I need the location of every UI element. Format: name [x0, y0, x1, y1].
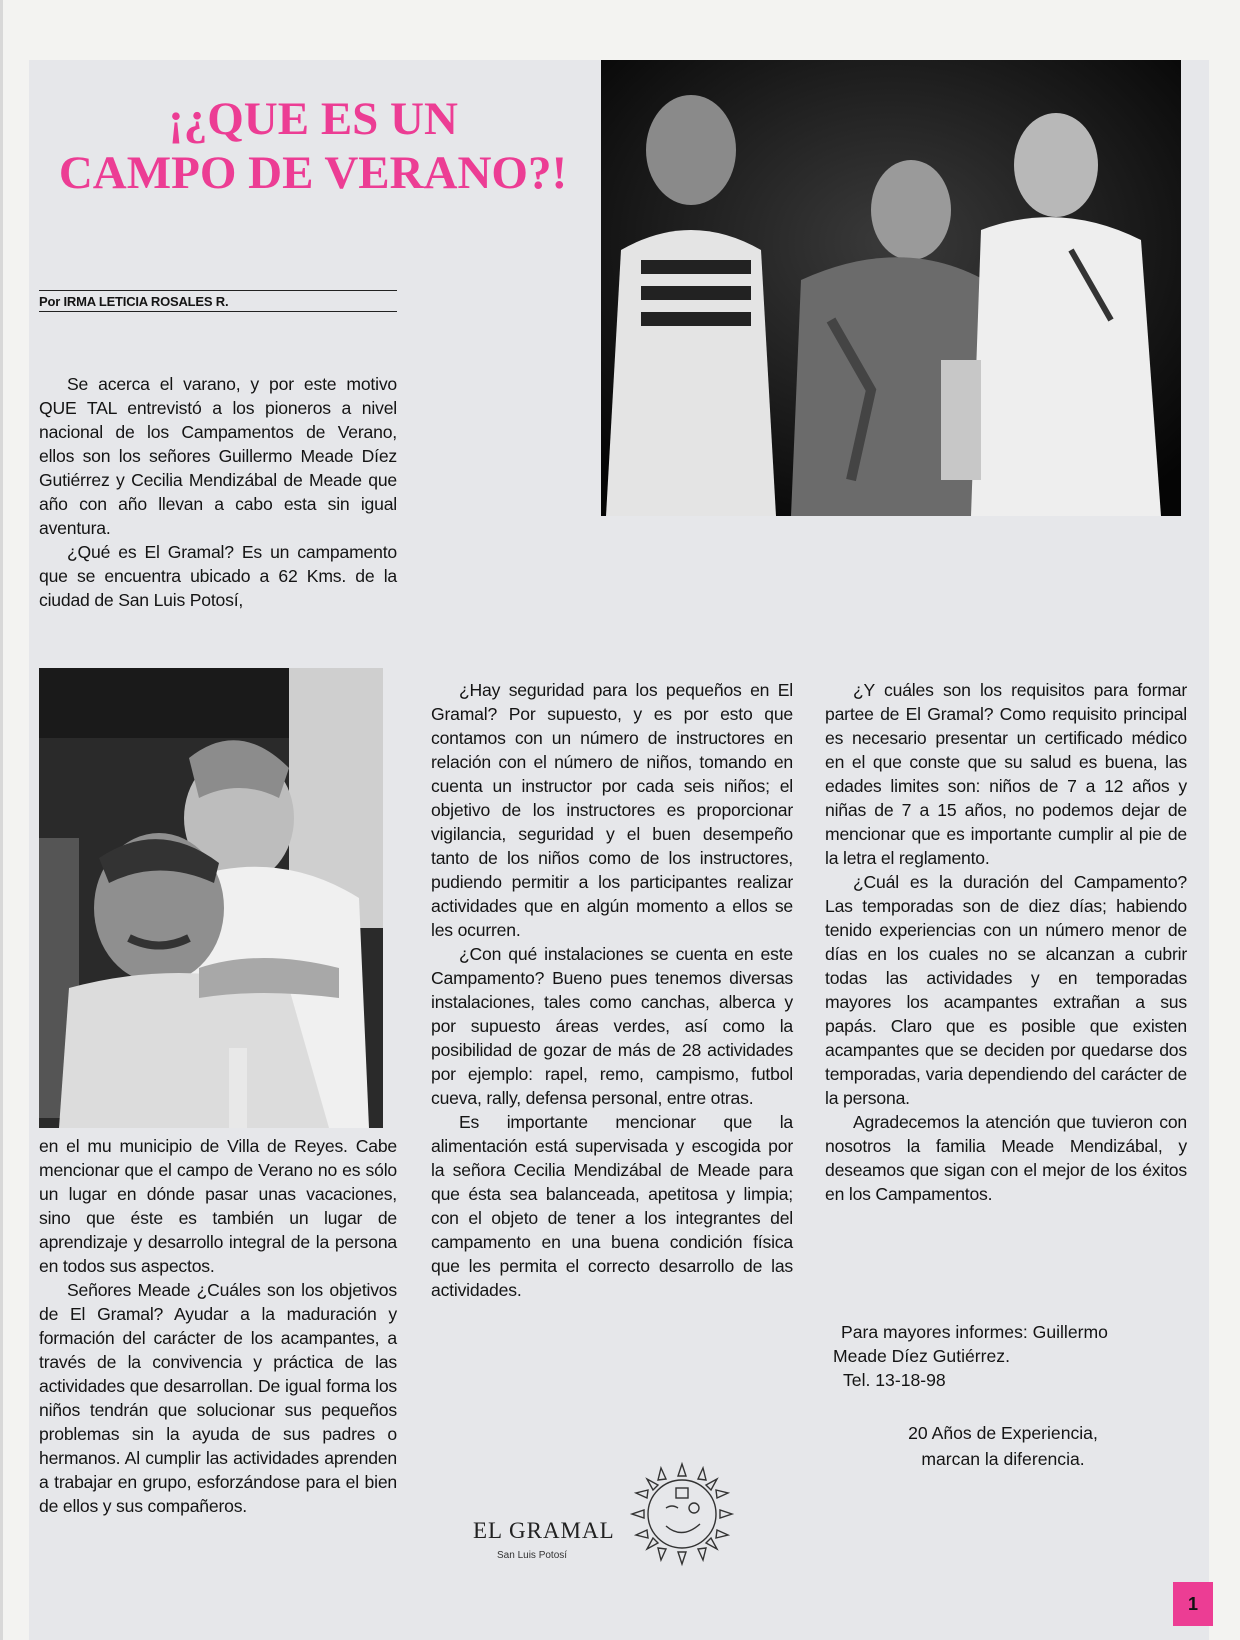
column-1-bottom — [39, 1134, 397, 1518]
paragraph: ¿Hay seguridad para los pequeños en El Gramal? Por supuesto, y es por esto que contamos con un número de instructores en relación con el número de niños, tomando en cuenta un instructor por cada seis niños; el objetivo de los instructores es proporcionar vigilancia, seguridad y el buen desempeño tanto de los niños como de los instructores, pudiendo permitir a los participantes realizar actividades que en algún momento a ellos se les ocurren. — [431, 680, 793, 940]
paragraph: Es importante mencionar que la alimentación está supervisada y escogida por la señora Cecilia Mendizábal de Meade para que ésta sea balanceada, apetitosa y limpia; con el objeto de tener a los integrantes del campamento en una buena condición física que les permita el correcto desarrollo de las actividades. — [431, 1112, 793, 1300]
slogan-line-1: 20 Años de Experiencia, — [908, 1423, 1098, 1443]
paragraph: ¿Cuál es la duración del Campamento? Las temporadas son de diez días; habiendo tenido experiencias con un número menor de días en los cuales no se alcanzan a cubrir todas las actividades y en temporadas mayores los acampantes extrañan a sus papás. Claro que es posible que existen acampantes que se deciden por quedarse dos temporadas, varia dependiendo del carácter de la persona. — [825, 872, 1187, 1108]
paragraph-continuation: en el mu municipio de Villa de Reyes. Cabe mencionar que el campo de Verano no es sólo un lugar en dónde pasar unas vacaciones, sino que éste es también un lugar de aprendizaje y desarrollo integral de la persona en todos sus aspectos. — [39, 1136, 397, 1276]
paragraph: Agradecemos la atención que tuvieron con nosotros la familia Meade Mendizábal, y deseamos que sigan con el mejor de los éxitos en los Campamentos. — [825, 1112, 1187, 1204]
column-3 — [825, 678, 1187, 1206]
contact-phone: Tel. 13-18-98 — [843, 1370, 946, 1390]
logo-location: San Luis Potosí — [497, 1550, 568, 1561]
paragraph: ¿Con qué instalaciones se cuenta en este Campamento? Bueno pues tenemos diversas instalaciones, tales como canchas, alberca y por supuesto áreas verdes, así como la posibilidad de gozar de más de 28 actividades por ejemplo: rapel, remo, campismo, futbol cueva, rally, defensa personal, entre otras. — [431, 944, 793, 1108]
el-gramal-logo: EL GRAMAL — [473, 1518, 615, 1543]
couple-portrait-illustration — [39, 668, 383, 1128]
column-2 — [431, 678, 793, 1302]
campers-night-photo — [601, 60, 1181, 516]
paragraph: ¿Qué es El Gramal? Es un campamento que se encuentra ubicado a 62 Kms. de la ciudad de San Luis Potosí, — [39, 542, 397, 610]
contact-line-1: Para mayores informes: Guillermo — [841, 1322, 1108, 1342]
title-line-1: ¡¿QUE ES UN — [168, 93, 458, 145]
winking-sun-icon — [628, 1460, 736, 1568]
column-1-top — [39, 372, 397, 612]
title-line-2: CAMPO DE VERANO?! — [58, 147, 568, 199]
slogan — [823, 1420, 1183, 1472]
page-number: 1 — [1173, 1582, 1213, 1626]
campers-night-photo-illustration — [601, 60, 1181, 516]
contact-line-2: Meade Díez Gutiérrez. — [833, 1346, 1010, 1366]
paragraph: Se acerca el varano, y por este motivo QUE TAL entrevistó a los pioneros a nivel nacional de los Campamentos de Verano, ellos son los señores Guillermo Meade Díez Gutiérrez y Cecilia Mendizábal de Meade que año con año llevan a cabo esta sin igual aventura. — [39, 374, 397, 538]
couple-portrait-photo — [39, 668, 383, 1128]
paragraph: Señores Meade ¿Cuáles son los objetivos de El Gramal? Ayudar a la maduración y formación del carácter de los acampantes, a través de la convivencia y práctica de las actividades que desarrollan. De igual forma los niños tendrán que solucionar sus pequeños problemas sin la ayuda de sus padres o hermanos. Al cumplir las actividades aprenden a trabajar en grupo, esforzándose para el bien de ellos y sus compañeros. — [39, 1280, 397, 1516]
article-title — [53, 92, 573, 200]
paragraph: ¿Y cuáles son los requisitos para formar partee de El Gramal? Como requisito principal es necesario presentar un certificado médico en el que conste que su salud es buena, las edades limites son: niños de 7 a 12 años y niñas de 7 a 15 años, no podemos dejar de mencionar que es importante cumplir al pie de la letra el reglamento. — [825, 680, 1187, 868]
byline: Por IRMA LETICIA ROSALES R. — [39, 290, 397, 312]
slogan-line-2: marcan la diferencia. — [921, 1449, 1085, 1469]
contact-info — [833, 1320, 1171, 1392]
